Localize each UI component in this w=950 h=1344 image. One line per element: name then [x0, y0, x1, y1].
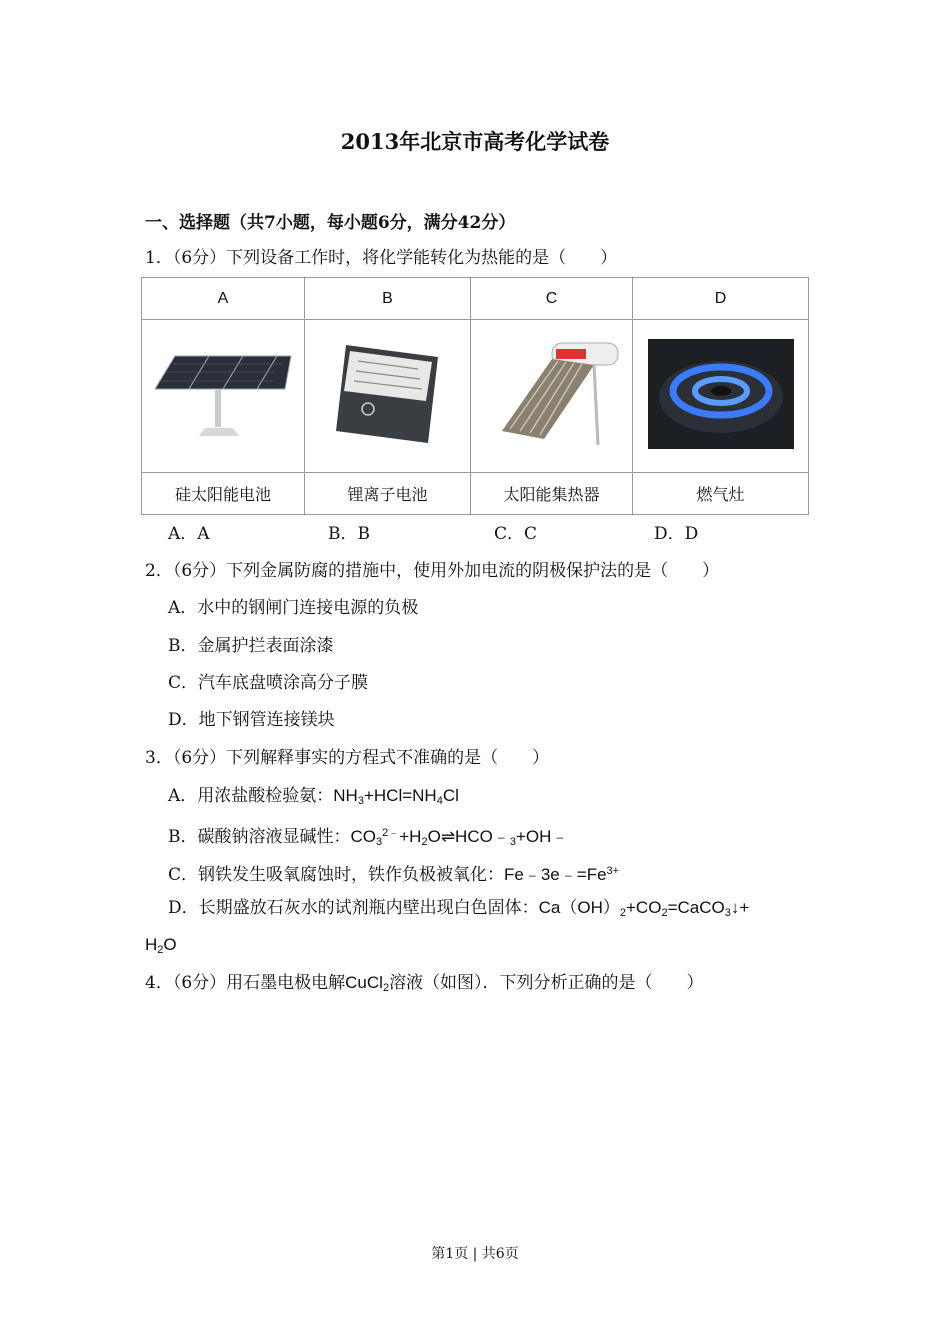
question-1-table [141, 277, 809, 515]
q3-option-d-equation: $Ca(OH)_2+CO_2=CaCO_3↓+$ [538, 898, 750, 919]
table-header-d: D [633, 278, 809, 320]
table-label-c: 太阳能集热器 [471, 473, 633, 515]
table-label-b: 锂离子电池 [305, 473, 471, 515]
table-header-a: A [142, 278, 305, 320]
table-label-a: 硅太阳能电池 [142, 473, 305, 515]
question-4-stem: 4．（6分）用石墨电极电解CuCl$_2$溶液（如图）．下列分析正确的是（ ） [145, 973, 704, 994]
q3-option-d-continuation: $H_2O$ [145, 935, 177, 956]
solar-panel-image [153, 344, 293, 444]
q1-option-b: B．B [328, 524, 370, 544]
lithium-battery-image [328, 339, 448, 449]
q2-option-d: D．地下钢管连接镁块 [168, 710, 335, 730]
q1-option-d: D．D [654, 524, 699, 544]
q2-option-b: B．金属护拦表面涂漆 [168, 636, 334, 656]
page-footer: 第1页 | 共6页 [431, 1246, 519, 1262]
question-1-stem: 1．（6分）下列设备工作时，将化学能转化为热能的是（ ） [145, 248, 618, 268]
q3-option-c: C．钢铁发生吸氧腐蚀时，铁作负极被氧化：$Fe﹣3e﹣=Fe^{3+}$ [168, 865, 620, 885]
solar-water-heater-image [482, 339, 622, 449]
q3-option-b: B．碳酸钠溶液显碱性：$CO_3^{2﹣}+H_2O\rightleftharpoons HCO﹣_3+OH﹣$ [168, 827, 569, 848]
q3-option-a-equation: $NH_3+HCl=NH_4Cl$ [333, 786, 459, 807]
table-image-cell-c [471, 320, 633, 473]
section-heading: 一、选择题（共7小题，每小题6分，满分42分） [145, 213, 516, 233]
table-image-cell-a [142, 320, 305, 473]
table-label-d: 燃气灶 [633, 473, 809, 515]
q3-option-b-equation: $CO_3^{2﹣}+H_2O\rightleftharpoons HCO﹣_3+OH﹣$ [350, 827, 569, 848]
q3-option-d: D．长期盛放石灰水的试剂瓶内壁出现白色固体：$Ca(OH)_2+CO_2=CaCO_3↓+$ [168, 898, 750, 919]
q4-formula: CuCl$_2$ [345, 973, 390, 994]
table-image-cell-d [633, 320, 809, 473]
q1-option-c: C．C [494, 524, 538, 544]
table-image-cell-b [305, 320, 471, 473]
q3-option-c-equation: $Fe﹣3e﹣=Fe^{3+}$ [504, 865, 620, 884]
table-header-c: C [471, 278, 633, 320]
q3-option-a: A．用浓盐酸检验氨：$NH_3+HCl=NH_4Cl$ [168, 786, 459, 807]
question-3-stem: 3．（6分）下列解释事实的方程式不准确的是（ ） [145, 748, 550, 768]
page-title: 2013年北京市高考化学试卷 [340, 129, 610, 154]
table-header-b: B [305, 278, 471, 320]
q1-option-a: A．A [168, 524, 210, 544]
gas-stove-flame-image [648, 339, 794, 449]
q2-option-c: C．汽车底盘喷涂高分子膜 [168, 673, 369, 693]
question-2-stem: 2．（6分）下列金属防腐的措施中，使用外加电流的阴极保护法的是（ ） [145, 561, 720, 581]
q2-option-a: A．水中的钢闸门连接电源的负极 [168, 598, 419, 618]
